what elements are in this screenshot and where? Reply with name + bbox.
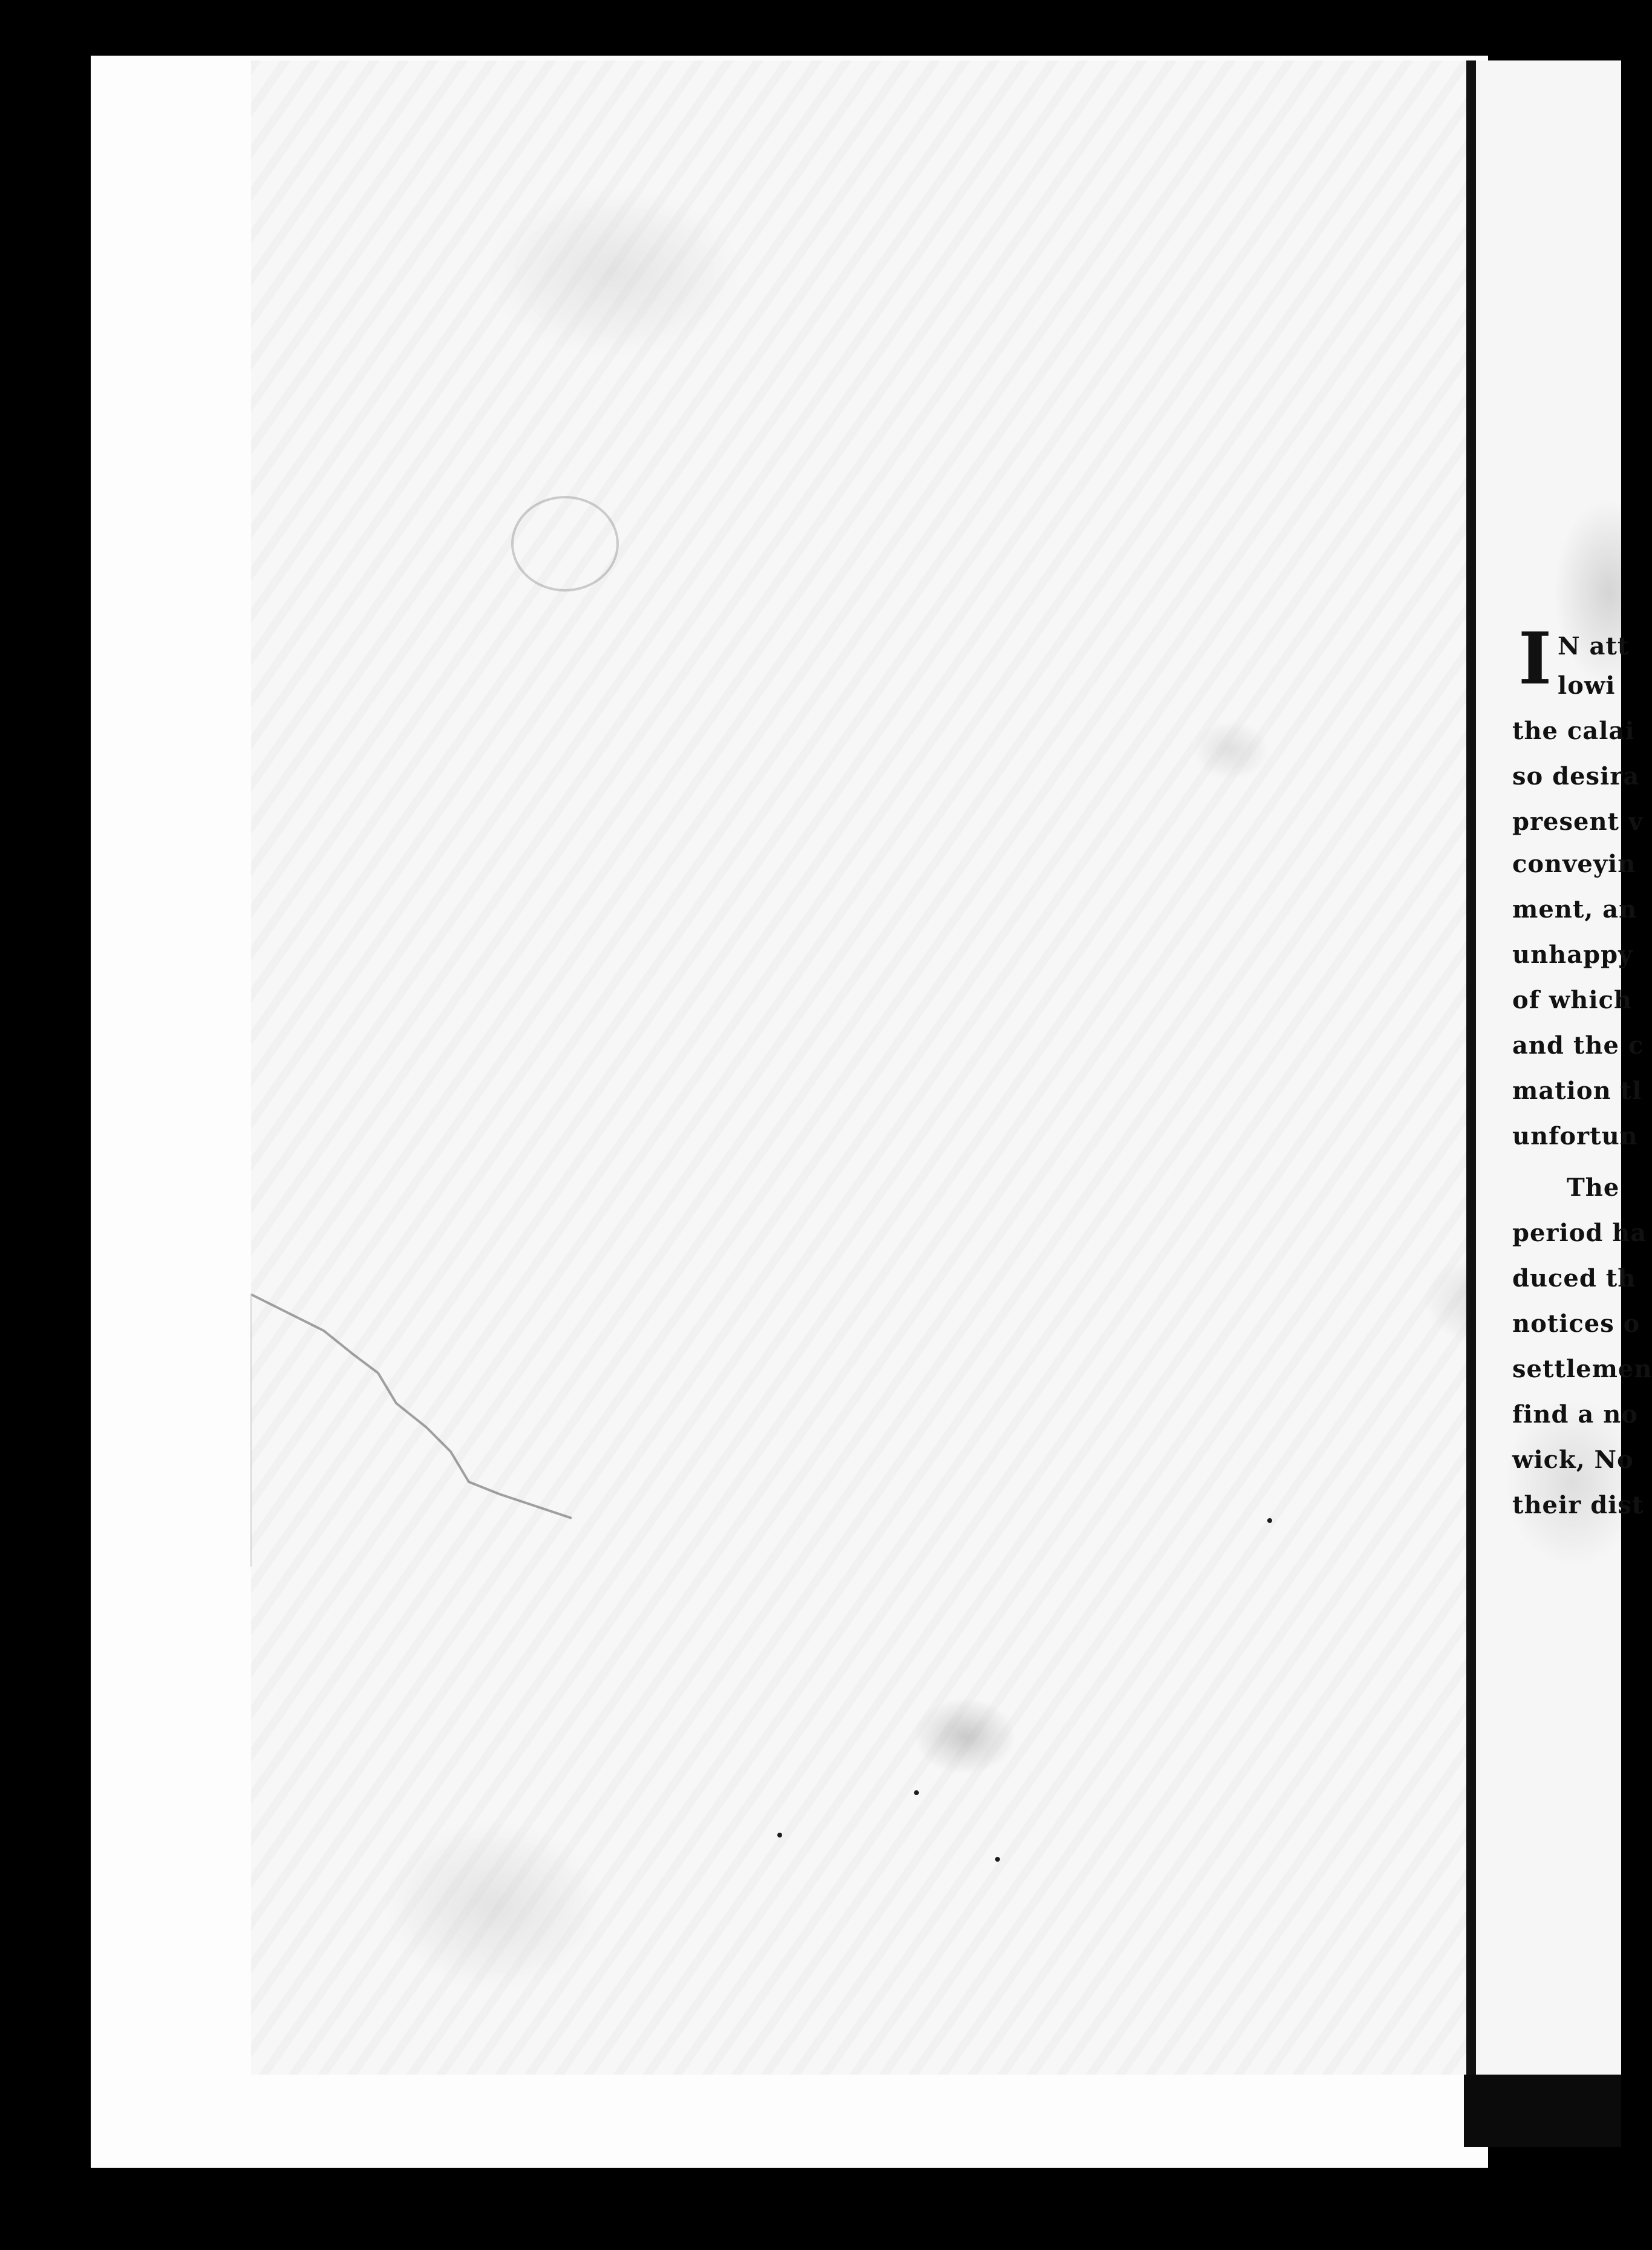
text-line: settlemen — [1512, 1355, 1652, 1383]
text-line: ment, an — [1512, 895, 1637, 924]
ink-speck — [914, 1790, 919, 1795]
text-line: wick, No — [1512, 1446, 1634, 1474]
text-line: and the c — [1512, 1031, 1644, 1060]
text-line: unfortun — [1512, 1122, 1638, 1150]
text-line: their dist — [1512, 1491, 1644, 1519]
text-right-page — [1476, 60, 1652, 2105]
paper-tear-crease — [251, 1288, 626, 1567]
text-line: so desira — [1512, 762, 1640, 791]
text-line: notices o — [1512, 1309, 1641, 1338]
text-line: unhappy — [1512, 941, 1633, 969]
paper-texture — [251, 60, 1474, 2075]
text-line: The — [1567, 1173, 1620, 1202]
text-line: find a no — [1512, 1400, 1638, 1429]
text-line: N att — [1558, 632, 1630, 660]
ink-speck — [1267, 1518, 1272, 1523]
text-line: lowi — [1558, 671, 1616, 700]
ink-speck — [995, 1857, 1000, 1862]
text-line: the calai — [1512, 717, 1635, 745]
page-edge-shadow — [1464, 2075, 1621, 2147]
paper-stain — [511, 496, 619, 592]
text-line: conveyin — [1512, 850, 1636, 878]
text-line: present v — [1512, 807, 1644, 836]
text-line: period ha — [1512, 1219, 1647, 1247]
blank-left-page — [251, 60, 1474, 2075]
text-line: duced th — [1512, 1264, 1636, 1293]
text-line: mation tl — [1512, 1077, 1642, 1105]
book-gutter — [1466, 60, 1476, 2141]
ink-speck — [777, 1833, 782, 1838]
text-line: of which — [1512, 986, 1632, 1014]
drop-cap-letter: I — [1518, 616, 1552, 700]
